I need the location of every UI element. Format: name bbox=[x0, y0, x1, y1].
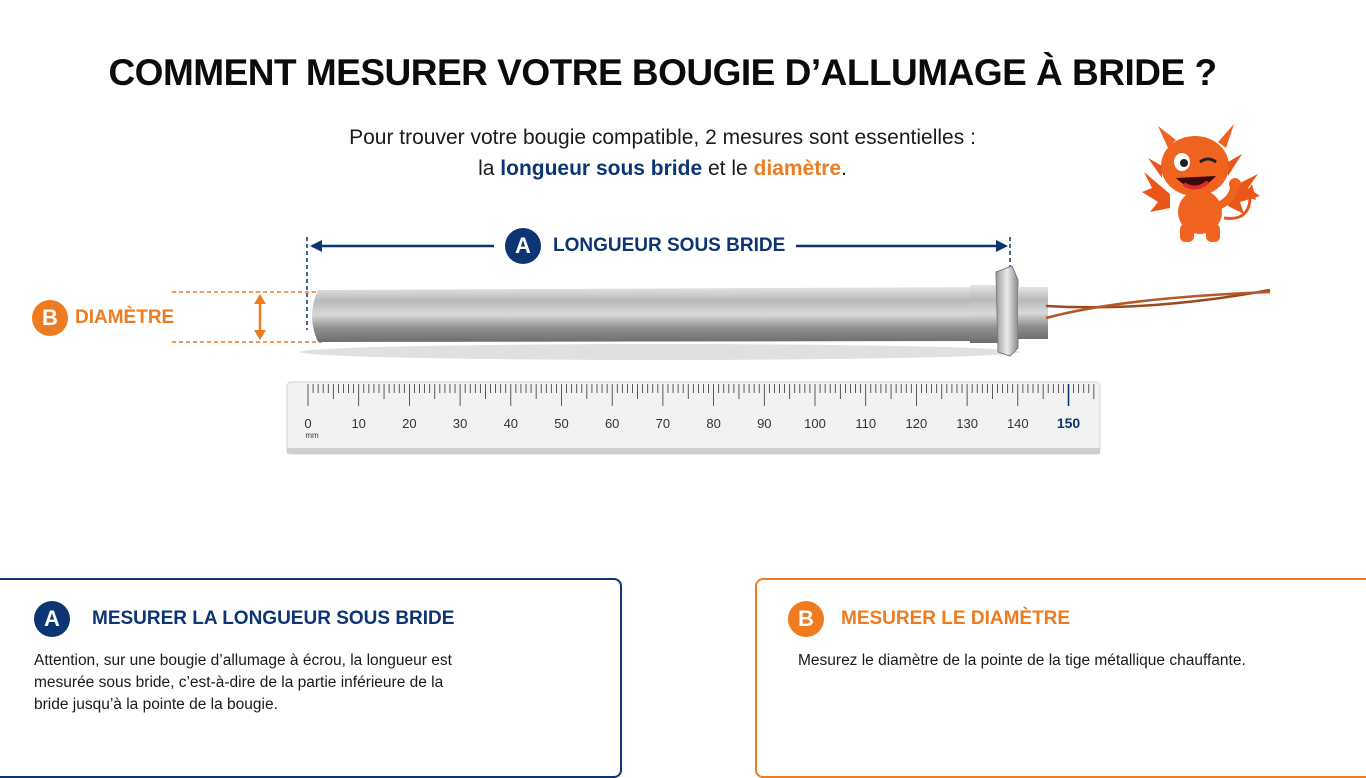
subtitle-length-term: longueur sous bride bbox=[500, 157, 703, 180]
page-title: COMMENT MESURER VOTRE BOUGIE D’ALLUMAGE À BRIDE ? bbox=[108, 52, 1217, 93]
ruler-tick-label: 40 bbox=[503, 416, 519, 431]
length-card-text: Attention, sur une bougie d’allumage à écrou, la longueur est mesurée sous bride, c’est-à-dire de la partie inférieure de la bride jusqu’à la pointe de la bougie. bbox=[34, 652, 452, 713]
ruler-unit-label: mm bbox=[305, 431, 319, 440]
ruler-tick-label: 70 bbox=[655, 416, 671, 431]
ruler-tick-label: 140 bbox=[1006, 416, 1029, 431]
card-badge-a: A bbox=[34, 601, 70, 637]
diameter-label: DIAMÈTRE bbox=[75, 307, 175, 328]
diameter-card-title: MESURER LE DIAMÈTRE bbox=[841, 608, 1071, 629]
ruler-tick-label: 0 bbox=[304, 416, 312, 431]
subtitle-prefix: la bbox=[478, 157, 501, 180]
ruler-tick-label: 130 bbox=[956, 416, 978, 431]
subtitle-mid: et le bbox=[702, 157, 754, 180]
ruler-tick-label: 50 bbox=[554, 416, 569, 431]
ruler-tick-label: 10 bbox=[351, 416, 366, 431]
ruler-tick-label: 20 bbox=[402, 416, 417, 431]
subtitle-suffix: . bbox=[841, 157, 847, 180]
card-badge-b: B bbox=[788, 601, 824, 637]
length-label: LONGUEUR SOUS BRIDE bbox=[553, 235, 786, 256]
badge-b: B bbox=[32, 300, 68, 336]
length-card bbox=[0, 578, 622, 778]
length-card-title: MESURER LA LONGUEUR SOUS BRIDE bbox=[92, 608, 455, 629]
ruler-tick-label: 120 bbox=[905, 416, 928, 431]
ruler-tick-label: 80 bbox=[706, 416, 721, 431]
diameter-arrow bbox=[172, 292, 322, 342]
ruler-tick-label: 100 bbox=[804, 416, 826, 431]
ruler-tick-label: 30 bbox=[452, 416, 468, 431]
ruler-tick-label: 150 bbox=[1056, 415, 1081, 431]
diameter-card-text: Mesurez le diamètre de la pointe de la tige métallique chauffante. bbox=[798, 652, 1246, 669]
ruler-tick-label: 90 bbox=[757, 416, 772, 431]
ruler-tick-label: 110 bbox=[855, 416, 877, 431]
subtitle-line-1: Pour trouver votre bougie compatible, 2 mesures sont essentielles : bbox=[349, 126, 976, 149]
ruler-tick-label: 60 bbox=[604, 416, 620, 431]
heater-rod bbox=[300, 266, 1270, 360]
subtitle-diameter-term: diamètre bbox=[753, 157, 842, 180]
badge-a: A bbox=[505, 228, 541, 264]
ruler bbox=[287, 382, 1100, 454]
diameter-card bbox=[755, 578, 1366, 778]
